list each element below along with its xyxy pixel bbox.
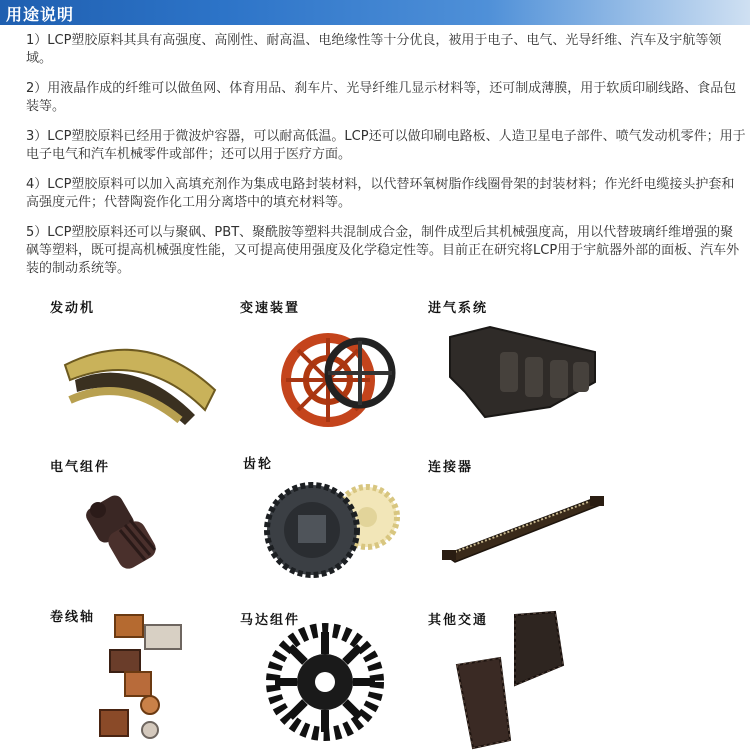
product-label-engine: 发动机 (50, 301, 96, 316)
product-label-gear: 齿轮 (243, 457, 274, 472)
header-bar (0, 0, 750, 25)
motor-fan-image (268, 625, 383, 740)
usage-paragraph-2: 2）用液晶作成的纤维可以做鱼网、体育用品、刹车片、光导纤维几显示材料等，还可制成薄膜，用于软质印刷线路、食品包装等。 (26, 81, 737, 114)
bobbin-image (90, 610, 200, 745)
product-label-transmission: 变速装置 (240, 301, 301, 316)
product-label-other-transport: 其他交通 (428, 613, 489, 628)
connector-image (440, 490, 610, 570)
section-title: 用途说明 (6, 5, 75, 24)
engine-chain-guide-image (55, 320, 225, 430)
brake-pad-image (455, 610, 570, 750)
product-label-electrical: 电气组件 (50, 460, 111, 475)
usage-paragraph-5: 5）LCP塑胶原料还可以与聚砜、PBT、聚酰胺等塑料共混制成合金，制件成型后其机械强度高，用以代替玻璃纤维增强的聚砜等塑料，既可提高机械强度性能，又可提高使用强度及化学稳定性等。目前正在研究将LCP用于宇航器外部的面板、汽车外装的制动系统等。 (26, 225, 740, 276)
product-label-motor: 马达组件 (240, 613, 301, 628)
usage-paragraph-1: 1）LCP塑胶原料其具有高强度、高刚性、耐高温、电绝缘性等十分优良，被用于电子、电气、光导纤维、汽车及宇航等领域。 (26, 33, 722, 66)
product-label-intake-system: 进气系统 (428, 301, 489, 316)
product-label-bobbin: 卷线轴 (50, 610, 96, 625)
gear-image (262, 475, 402, 580)
usage-paragraphs (26, 32, 746, 290)
electrical-component-image (70, 485, 170, 585)
usage-paragraph-4: 4）LCP塑胶原料可以加入高填充剂作为集成电路封装材料，以代替环氧树脂作线圈骨架的封装材料；作光纤电缆接头护套和高强度元件；代替陶瓷作化工用分离塔中的填充材料等。 (26, 177, 735, 210)
usage-paragraph-3: 3）LCP塑胶原料已经用于微波炉容器，可以耐高低温。LCP还可以做印刷电路板、人造卫星电子部件、喷气发动机零件；用于电子电气和汽车机械零件或部件；还可以用于医疗方面。 (26, 129, 746, 162)
product-label-connector: 连接器 (428, 460, 474, 475)
transmission-parts-image (280, 325, 400, 430)
intake-manifold-image (445, 322, 600, 422)
